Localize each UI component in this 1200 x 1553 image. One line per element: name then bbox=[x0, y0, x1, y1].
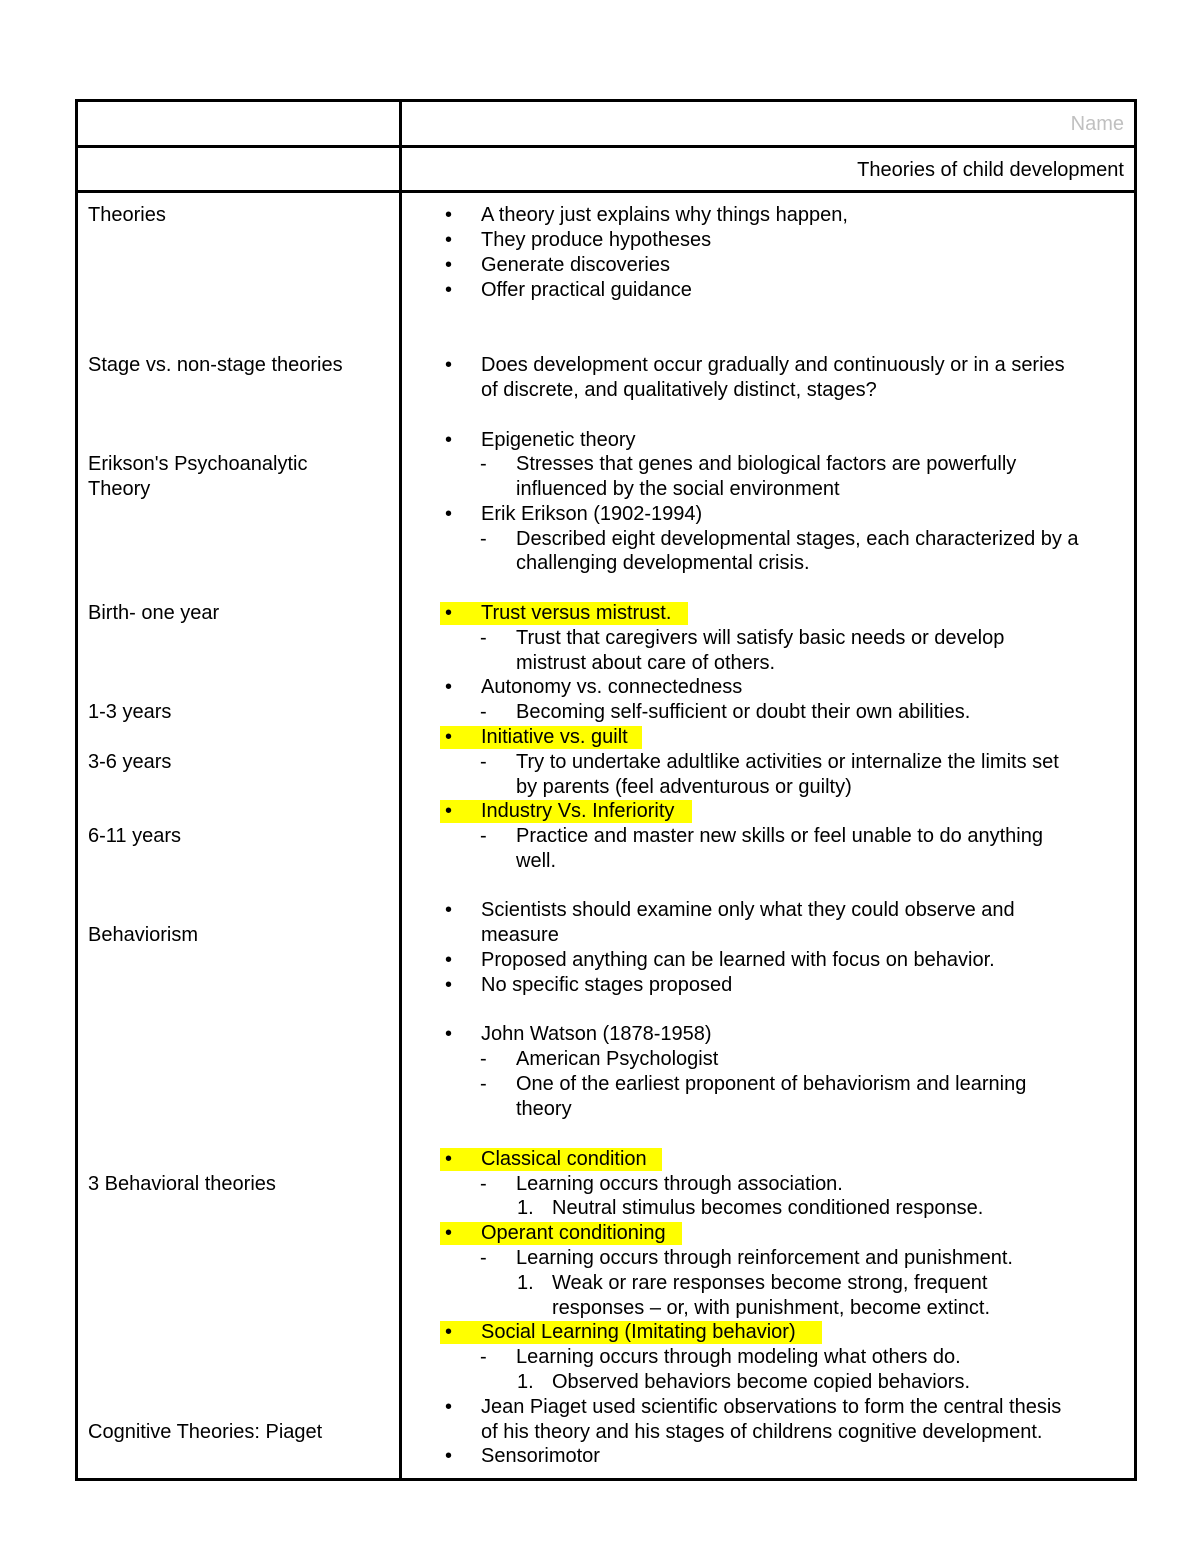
bullet-icon: • bbox=[445, 800, 453, 822]
bullet-icon: • bbox=[445, 1023, 453, 1045]
highlighted-list-item: Initiative vs. guilt bbox=[481, 726, 628, 748]
list-item: Sensorimotor bbox=[481, 1445, 600, 1467]
dash-icon: - bbox=[480, 1173, 487, 1195]
list-item: They produce hypotheses bbox=[481, 229, 712, 251]
sub-list-item: One of the earliest proponent of behaviorism and learning bbox=[516, 1073, 1027, 1095]
dash-icon: - bbox=[480, 1247, 487, 1269]
bullet-icon: • bbox=[445, 1396, 453, 1418]
list-item: A theory just explains why things happen, bbox=[481, 204, 848, 226]
highlighted-list-item: Classical condition bbox=[481, 1148, 647, 1170]
sub-list-item: Described eight developmental stages, each characterized by a bbox=[516, 528, 1079, 550]
number-marker: 1. bbox=[517, 1197, 534, 1219]
label-theories: Theories bbox=[88, 204, 166, 226]
dash-icon: - bbox=[480, 627, 487, 649]
row-divider-2 bbox=[75, 190, 1137, 193]
bullet-icon: • bbox=[445, 1222, 453, 1244]
document-title: Theories of child development bbox=[857, 159, 1124, 181]
label-erikson-line2: Theory bbox=[88, 478, 151, 500]
numbered-item-continued: responses – or, with punishment, become extinct. bbox=[552, 1297, 991, 1319]
dash-icon: - bbox=[480, 1073, 487, 1095]
sub-list-item: Learning occurs through reinforcement and punishment. bbox=[516, 1247, 1013, 1269]
dash-icon: - bbox=[480, 1346, 487, 1368]
sub-list-item: Practice and master new skills or feel unable to do anything bbox=[516, 825, 1043, 847]
list-item: No specific stages proposed bbox=[481, 974, 733, 996]
sub-list-item-continued: influenced by the social environment bbox=[516, 478, 840, 500]
list-item: Epigenetic theory bbox=[481, 429, 636, 451]
sub-list-item-continued: well. bbox=[516, 850, 557, 872]
label-cognitive-theories: Cognitive Theories: Piaget bbox=[88, 1421, 323, 1443]
label-stage-theories: Stage vs. non-stage theories bbox=[88, 354, 343, 376]
sub-list-item-continued: by parents (feel adventurous or guilty) bbox=[516, 776, 852, 798]
bullet-icon: • bbox=[445, 974, 453, 996]
row-divider-1 bbox=[75, 145, 1137, 148]
list-item: Erik Erikson (1902-1994) bbox=[481, 503, 703, 525]
bullet-icon: • bbox=[445, 254, 453, 276]
sub-list-item-continued: theory bbox=[516, 1098, 572, 1120]
bullet-icon: • bbox=[445, 1445, 453, 1467]
sub-list-item: Stresses that genes and biological factors are powerfully bbox=[516, 453, 1017, 475]
sub-list-item-continued: challenging developmental crisis. bbox=[516, 552, 810, 574]
list-item: Autonomy vs. connectedness bbox=[481, 676, 743, 698]
bullet-icon: • bbox=[445, 602, 453, 624]
list-item: Jean Piaget used scientific observations to form the central thesis bbox=[481, 1396, 1062, 1418]
highlighted-list-item: Social Learning (Imitating behavior) bbox=[481, 1321, 796, 1343]
bullet-icon: • bbox=[445, 503, 453, 525]
bullet-icon: • bbox=[445, 899, 453, 921]
label-erikson-line1: Erikson's Psychoanalytic bbox=[88, 453, 308, 475]
label-behaviorism: Behaviorism bbox=[88, 924, 199, 946]
list-item: Does development occur gradually and continuously or in a series bbox=[481, 354, 1065, 376]
dash-icon: - bbox=[480, 701, 487, 723]
column-divider bbox=[399, 99, 402, 1481]
bullet-icon: • bbox=[445, 726, 453, 748]
number-marker: 1. bbox=[517, 1272, 534, 1294]
bullet-icon: • bbox=[445, 354, 453, 376]
sub-list-item: Learning occurs through association. bbox=[516, 1173, 843, 1195]
label-birth-one-year: Birth- one year bbox=[88, 602, 220, 624]
label-3-6-years: 3-6 years bbox=[88, 751, 172, 773]
label-1-3-years: 1-3 years bbox=[88, 701, 172, 723]
dash-icon: - bbox=[480, 453, 487, 475]
highlighted-list-item: Operant conditioning bbox=[481, 1222, 666, 1244]
numbered-item: Observed behaviors become copied behaviors. bbox=[552, 1371, 971, 1393]
bullet-icon: • bbox=[445, 429, 453, 451]
bullet-icon: • bbox=[445, 949, 453, 971]
sub-list-item: Learning occurs through modeling what others do. bbox=[516, 1346, 961, 1368]
list-item-continued: measure bbox=[481, 924, 559, 946]
numbered-item: Neutral stimulus becomes conditioned response. bbox=[552, 1197, 984, 1219]
sub-list-item: Try to undertake adultlike activities or internalize the limits set bbox=[516, 751, 1059, 773]
bullet-icon: • bbox=[445, 1148, 453, 1170]
numbered-item: Weak or rare responses become strong, frequent bbox=[552, 1272, 988, 1294]
sub-list-item: Trust that caregivers will satisfy basic needs or develop bbox=[516, 627, 1005, 649]
dash-icon: - bbox=[480, 1048, 487, 1070]
sub-list-item: Becoming self-sufficient or doubt their own abilities. bbox=[516, 701, 971, 723]
list-item: Proposed anything can be learned with focus on behavior. bbox=[481, 949, 995, 971]
label-3-behavioral-theories: 3 Behavioral theories bbox=[88, 1173, 276, 1195]
highlighted-list-item: Trust versus mistrust. bbox=[481, 602, 672, 624]
sub-list-item: American Psychologist bbox=[516, 1048, 719, 1070]
number-marker: 1. bbox=[517, 1371, 534, 1393]
list-item-continued: of discrete, and qualitatively distinct, stages? bbox=[481, 379, 877, 401]
name-field-label: Name bbox=[1070, 113, 1124, 135]
dash-icon: - bbox=[480, 751, 487, 773]
bullet-icon: • bbox=[445, 229, 453, 251]
list-item: John Watson (1878-1958) bbox=[481, 1023, 712, 1045]
list-item: Generate discoveries bbox=[481, 254, 670, 276]
dash-icon: - bbox=[480, 528, 487, 550]
label-6-11-years: 6-11 years bbox=[88, 825, 182, 847]
list-item: Offer practical guidance bbox=[481, 279, 692, 301]
dash-icon: - bbox=[480, 825, 487, 847]
bullet-icon: • bbox=[445, 676, 453, 698]
sub-list-item-continued: mistrust about care of others. bbox=[516, 652, 776, 674]
list-item-continued: of his theory and his stages of childrens cognitive development. bbox=[481, 1421, 1043, 1443]
bullet-icon: • bbox=[445, 279, 453, 301]
list-item: Scientists should examine only what they could observe and bbox=[481, 899, 1015, 921]
bullet-icon: • bbox=[445, 204, 453, 226]
bullet-icon: • bbox=[445, 1321, 453, 1343]
highlighted-list-item: Industry Vs. Inferiority bbox=[481, 800, 675, 822]
